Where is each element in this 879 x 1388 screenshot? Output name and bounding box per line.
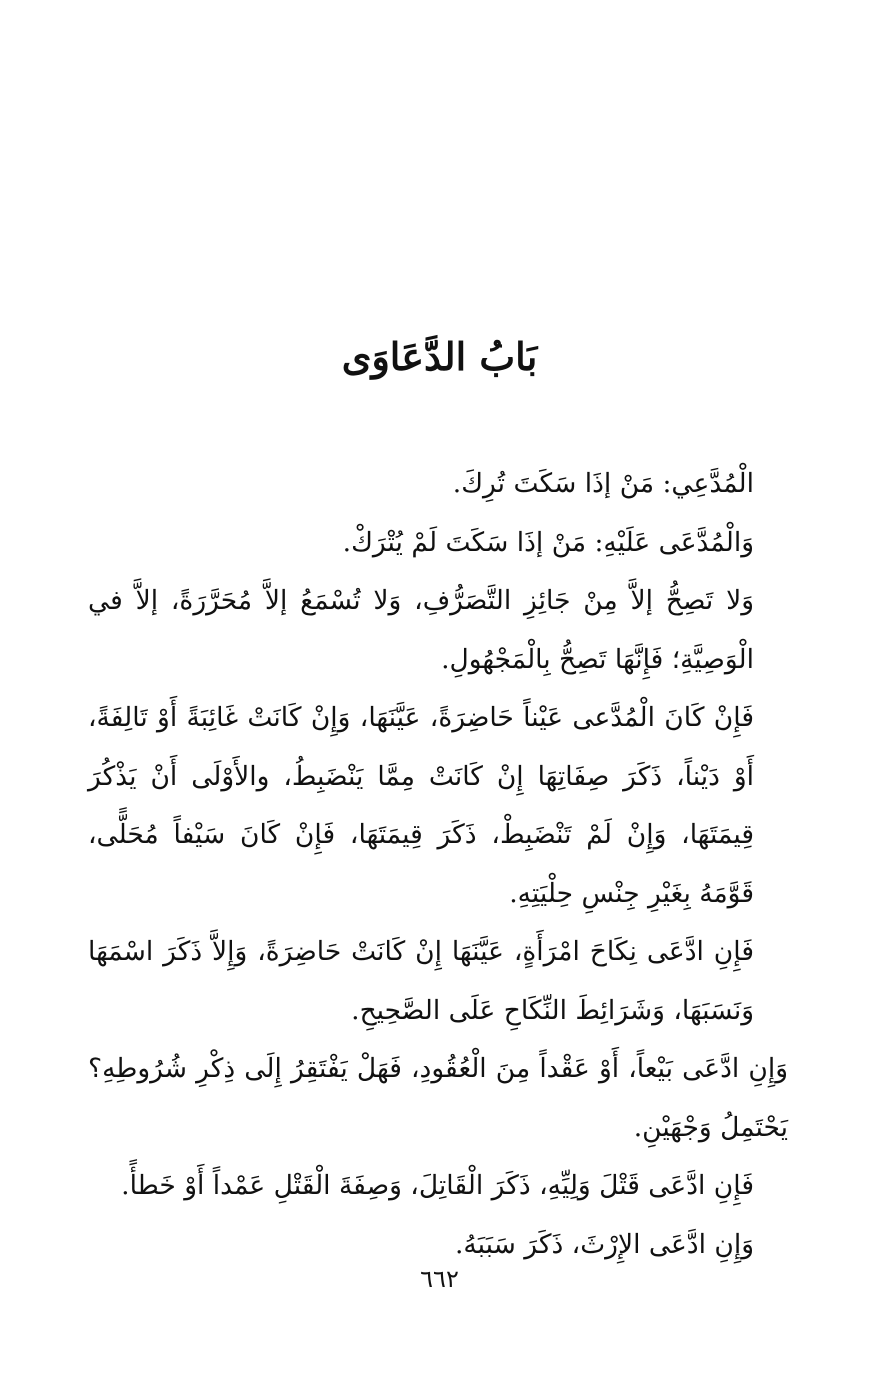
paragraph: وَلا تَصِحُّ إلاَّ مِنْ جَائِزِ التَّصَرُّفِ، وَلا تُسْمَعُ إلاَّ مُحَرَّرَةً، إلاَّ في الْوَصِيَّةِ؛ فَإِنَّهَا تَصِحُّ بِالْمَجْهُولِ.	[88, 585, 754, 675]
paragraph: فَإِنِ ادَّعَى قَتْلَ وَلِيِّهِ، ذَكَرَ الْقَاتِلَ، وَصِفَةَ الْقَتْلِ عَمْداً أَوْ خَطأً.	[121, 1170, 754, 1201]
paragraph: وَإِنِ ادَّعَى الإِرْثَ، ذَكَرَ سَبَبَهُ.	[454, 1228, 754, 1260]
body-text	[88, 455, 788, 1274]
paragraph: فَإِنِ ادَّعَى نِكَاحَ امْرَأَةٍ، عَيَّنَهَا إِنْ كَانَتْ حَاضِرَةً، وَإِلاَّ ذَكَرَ اسْمَهَا وَنَسَبَهَا، وَشَرَائِطَ النِّكَاحِ عَلَى الصَّحِيحِ.	[88, 936, 754, 1026]
paragraph: وَإِنِ ادَّعَى بَيْعاً، أَوْ عَقْداً مِنَ الْعُقُودِ، فَهَلْ يَفْتَقِرُ إِلَى ذِكْرِ شُرُوطِهِ؟ يَحْتَمِلُ وَجْهَيْنِ.	[88, 1053, 788, 1143]
paragraph: الْمُدَّعِي: مَنْ إذَا سَكَتَ تُرِكَ.	[452, 468, 754, 499]
page-number: ٦٦٢	[420, 1265, 459, 1293]
paragraph: فَإِنْ كَانَ الْمُدَّعى عَيْناً حَاضِرَةً، عَيَّنَهَا، وَإِنْ كَانَتْ غَائِبَةً أَوْ تَالِفَةً، أَوْ دَيْناً، ذَكَرَ صِفَاتِهَا إِنْ كَانَتْ مِمَّا يَنْضَبِطُ، والأَوْلَى أَنْ يَذْكُرَ قِيمَتَهَا، وَإِنْ لَمْ تَنْضَبِطْ، ذَكَرَ قِيمَتَهَا، فَإِنْ كَانَ سَيْفاً مُحَلًّى، قَوَّمَهُ بِغَيْرِ جِنْسِ حِلْيَتِهِ.	[88, 702, 754, 909]
chapter-title: بَابُ الدَّعَاوَى	[341, 334, 538, 379]
paragraph: وَالْمُدَّعَى عَلَيْهِ: مَنْ إذَا سَكَتَ لَمْ يُتْرَكْ.	[342, 526, 754, 558]
